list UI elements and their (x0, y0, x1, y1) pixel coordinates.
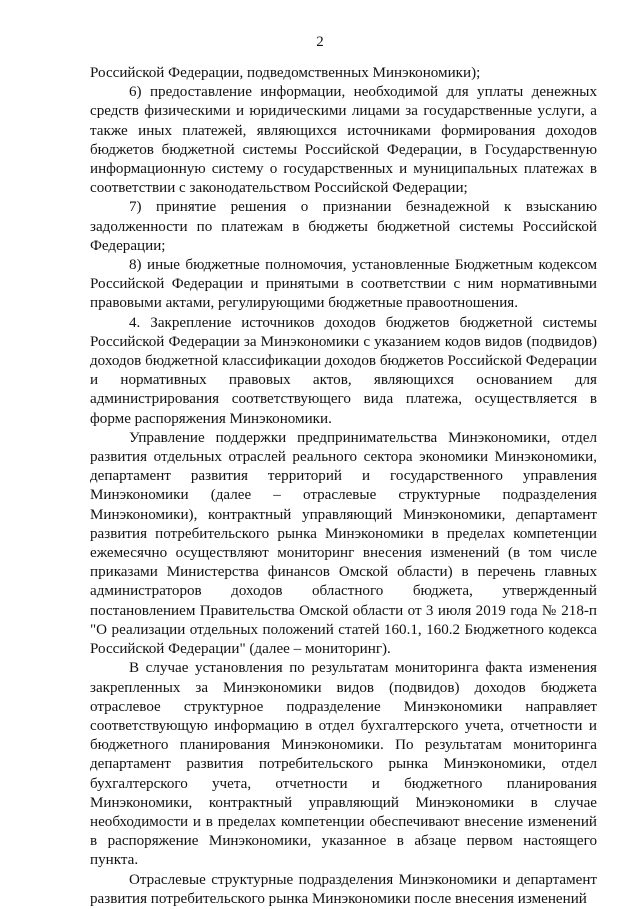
paragraph-monitoring: Управление поддержки предпринимательства Минэкономики, отдел развития отдельных отраслей реального сектора экономики Минэкономики, департамент развития территорий и государственного управления Минэкономики (далее – отраслевые структурные подразделения Минэкономики), контрактный управляющий Минэкономики, департамент развития потребительского рынка Минэкономики в пределах компетенции ежемесячно осуществляют мониторинг внесения изменений (в том числе приказами Министерства финансов Омской области) в перечень главных администраторов доходов областного бюджета, утвержденный постановлением Правительства Омской области от 3 июля 2019 года № 218-п "О реализации отдельных положений статей 160.1, 160.2 Бюджетного кодекса Российской Федерации" (далее – мониторинг). (90, 429, 597, 658)
paragraph-item-7: 7) принятие решения о признании безнадежной к взысканию задолженности по платежам в бюджеты бюджетной системы Российской Федерации; (90, 199, 597, 254)
paragraph-final: Отраслевые структурные подразделения Минэкономики и департамент развития потребительского рынка Минэкономики после внесения изменений (90, 871, 597, 907)
page-number: 2 (316, 34, 324, 50)
paragraph-changes: В случае установления по результатам мониторинга факта изменения закрепленных за Минэкономики видов (подвидов) доходов бюджета отраслевое структурное подразделение Минэкономики направляет соответствующую информацию в отдел бухгалтерского учета, отчетности и бюджетного планирования Минэкономики. По результатам мониторинга департамент развития потребительского рынка Минэкономики, отдел бухгалтерского учета, отчетности и бюджетного планирования Минэкономики, контрактный управляющий Минэкономики в случае необходимости и в пределах компетенции обеспечивают внесение изменений в распоряжение Минэкономики, указанное в абзаце первом настоящего пункта. (90, 660, 597, 869)
paragraph-item-8: 8) иные бюджетные полномочия, установленные Бюджетным кодексом Российской Федерации и принятыми в соответствии с ним нормативными правовыми актами, регулирующими бюджетные правоотношения. (90, 257, 597, 312)
paragraph-section-4: 4. Закрепление источников доходов бюджетов бюджетной системы Российской Федерации за Минэкономики с указанием кодов видов (подвидов) доходов бюджетной классификации доходов бюджетов Российской Федерации и нормативных правовых актов, являющихся основанием для администрирования соответствующего вида платежа, осуществляется в форме распоряжения Минэкономики. (90, 314, 597, 427)
paragraph-item-6: 6) предоставление информации, необходимой для уплаты денежных средств физическими и юридическими лицами за государственные услуги, а также иных платежей, являющихся источниками формирования доходов бюджетов бюджетной системы Российской Федерации, в Государственную информационную систему о государственных и муниципальных платежах в соответствии с законодательством Российской Федерации; (90, 84, 597, 197)
paragraph-continuation: Российской Федерации, подведомственных Минэкономики); (90, 65, 481, 81)
document-body (90, 64, 597, 909)
